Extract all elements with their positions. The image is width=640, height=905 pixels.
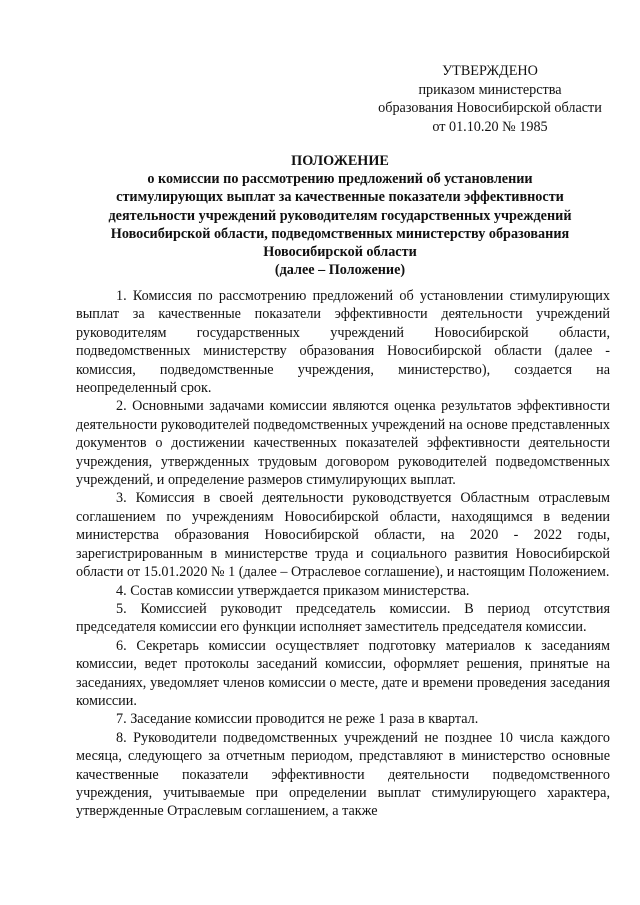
document-heading — [60, 152, 620, 279]
paragraph-1: 1. Комиссия по рассмотрению предложений об установлении стимулирующих выплат за качественные показатели эффективности деятельности учреждений руководителям государственных учреждений Новосибирской области, подведомственных министерству образования Новосибирской области (далее - комиссия, подведомственные учреждения, министерство), создается на неопределенный срок. — [76, 288, 610, 397]
paragraph-2: 2. Основными задачами комиссии являются оценка результатов эффективности деятельности руководителей подведомственных учреждений на основе представленных документов о достижении качественных показателей эффективности деятельности учреждения, утвержденных трудовым договором руководителей подведомственных учреждений, и определение размеров стимулирующих выплат. — [76, 398, 610, 489]
paragraph-5: 5. Комиссией руководит председатель комиссии. В период отсутствия председателя комиссии его функции исполняет заместитель председателя комиссии. — [76, 600, 610, 636]
paragraph-3: 3. Комиссия в своей деятельности руководствуется Областным отраслевым соглашением по учреждениям Новосибирской области, находящимся в ведении министерства образования Новосибирской области, на 2020 - 2022 годы, зарегистрированным в министерстве труда и социального развития Новосибирской области от 15.01.2020 № 1 (далее – Отраслевое соглашение), и настоящим Положением. — [76, 490, 610, 581]
heading-line: Новосибирской области — [263, 244, 417, 261]
approval-order-line: приказом министерства — [418, 81, 562, 98]
heading-line: Новосибирской области, подведомственных министерству образования — [110, 225, 570, 242]
approval-date-line: от 01.10.20 № 1985 — [432, 118, 548, 135]
paragraph-8: 8. Руководители подведомственных учреждений не позднее 10 числа каждого месяца, следующего за отчетным периодом, представляют в министерство основные качественные показатели эффективности деятельности подведомственного учреждения, учитываемые при определении выплат стимулирующего характера, утвержденные Отраслевым соглашением, а также — [76, 729, 610, 820]
approval-ministry-line: образования Новосибирской области — [378, 100, 602, 116]
approval-stamp — [360, 62, 620, 136]
paragraph-4: 4. Состав комиссии утверждается приказом министерства. — [116, 582, 470, 599]
heading-line: деятельности учреждений руководителям государственных учреждений — [108, 207, 572, 224]
heading-line: (далее – Положение) — [274, 262, 406, 279]
paragraph-7: 7. Заседание комиссии проводится не реже 1 раза в квартал. — [116, 711, 479, 728]
document-body — [76, 287, 610, 821]
approval-title: УТВЕРЖДЕНО — [442, 63, 538, 79]
paragraph-6: 6. Секретарь комиссии осуществляет подготовку материалов к заседаниям комиссии, ведет протоколы заседаний комиссии, оформляет решения, принятые на заседаниях, уведомляет членов комиссии о месте, дате и времени проведения заседания комиссии. — [76, 637, 610, 709]
document-title: ПОЛОЖЕНИЕ — [291, 153, 389, 169]
heading-line: стимулирующих выплат за качественные показатели эффективности — [116, 189, 564, 206]
heading-line: о комиссии по рассмотрению предложений об установлении — [147, 171, 533, 188]
